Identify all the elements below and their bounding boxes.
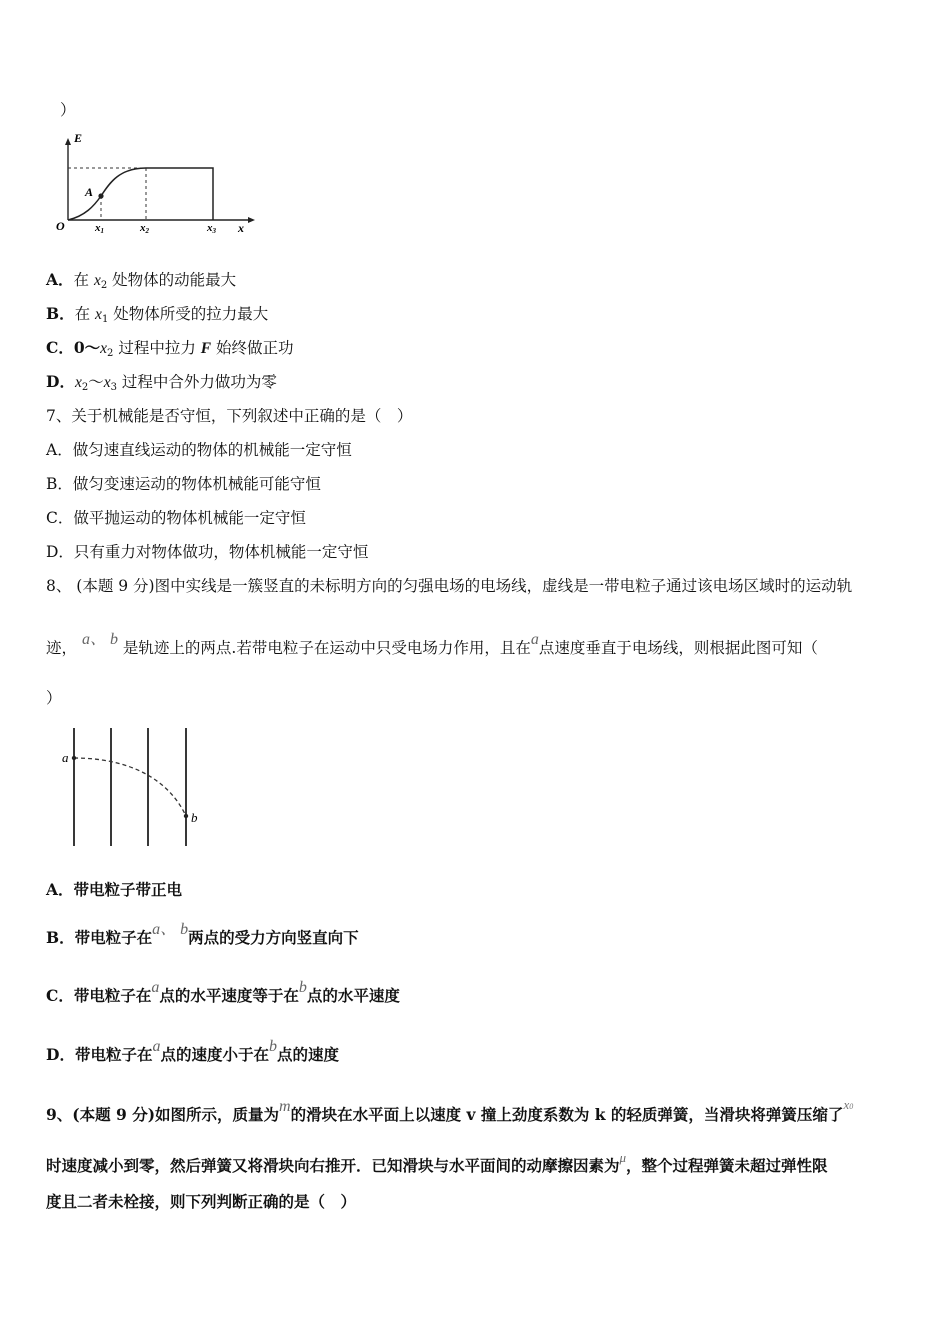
q7-option-b[interactable]: B．做匀变速运动的物体机械能可能守恒 xyxy=(46,475,321,493)
q8-option-b[interactable]: B．带电粒子在a、 b两点的受力方向竖直向下 xyxy=(46,921,359,947)
q7-option-c[interactable]: C．做平抛运动的物体机械能一定守恒 xyxy=(46,509,306,527)
x-label: x xyxy=(238,221,244,235)
point-a-dot xyxy=(72,756,76,760)
q6-option-a[interactable]: A．在 $x_2$ 处物体的动能最大 xyxy=(46,270,237,291)
q7-option-a[interactable]: A．做匀速直线运动的物体的机械能一定守恒 xyxy=(46,441,352,459)
y-label: E xyxy=(74,132,83,145)
q8-option-c[interactable]: C．带电粒子在a点的水平速度等于在b点的水平速度 xyxy=(46,979,400,1005)
tick-x3: x3 xyxy=(207,222,216,235)
q7-option-d[interactable]: D．只有重力对物体做功，物体机械能一定守恒 xyxy=(46,543,369,561)
label-b: b xyxy=(191,810,198,825)
tick-x1: x1 xyxy=(95,222,104,235)
point-a-dot xyxy=(98,193,103,198)
q8-stem-line2: 迹， a、 b 是轨迹上的两点.若带电粒子在运动中只受电场力作用，且在a点速度垂直于电场线，则根据此图可知（ xyxy=(46,631,818,657)
tick-x2: x2 xyxy=(140,222,149,235)
q6-option-b[interactable]: B．在 $x_1$ 处物体所受的拉力最大 xyxy=(46,304,269,325)
var-a: a xyxy=(530,631,539,648)
point-b-dot xyxy=(184,814,188,818)
origin-label: O xyxy=(56,219,65,233)
particle-trajectory xyxy=(74,758,186,816)
x-axis-arrow xyxy=(248,217,255,223)
q9-stem-line2: 时速度减小到零，然后弹簧又将滑块向右推开．已知滑块与水平面间的动摩擦因素为$^\mu$，整个过程弹簧未超过弹性限 xyxy=(46,1150,828,1175)
electric-field-figure xyxy=(58,722,228,852)
q8-option-a[interactable]: A．带电粒子带正电 xyxy=(46,880,183,899)
point-a-label: A xyxy=(85,185,94,199)
q8-stem-line3: ） xyxy=(46,689,62,707)
q9-stem-line1: 9、(本题 9 分)如图所示，质量为m的滑块在水平面上以速度 v 撞上劲度系数为 k 的轻质弹簧，当滑块将弹簧压缩了$^{x0}$ xyxy=(46,1097,854,1124)
q9-stem-line3: 度且二者未栓接，则下列判断正确的是（ ） xyxy=(46,1192,357,1211)
label-a: a xyxy=(62,750,69,765)
y-axis-arrow xyxy=(65,138,71,145)
q7-stem: 7、关于机械能是否守恒，下列叙述中正确的是（ ） xyxy=(46,407,413,425)
q8-option-d[interactable]: D．带电粒子在a点的速度小于在b点的速度 xyxy=(46,1038,339,1064)
q6-option-d[interactable]: D．$x_2\sim x_3$ 过程中合外力做功为零 xyxy=(46,372,277,393)
q6-paren-close: ） xyxy=(60,101,76,119)
energy-position-graph xyxy=(50,132,270,242)
var-ab: a、 b xyxy=(81,631,118,648)
q8-stem-line1: 8、 (本题 9 分)图中实线是一簇竖直的未标明方向的匀强电场的电场线，虚线是一带电粒子通过该电场区域时的运动轨 xyxy=(46,577,853,595)
q6-option-c[interactable]: C．$0\sim x_2$ 过程中拉力 F 始终做正功 xyxy=(46,338,294,359)
